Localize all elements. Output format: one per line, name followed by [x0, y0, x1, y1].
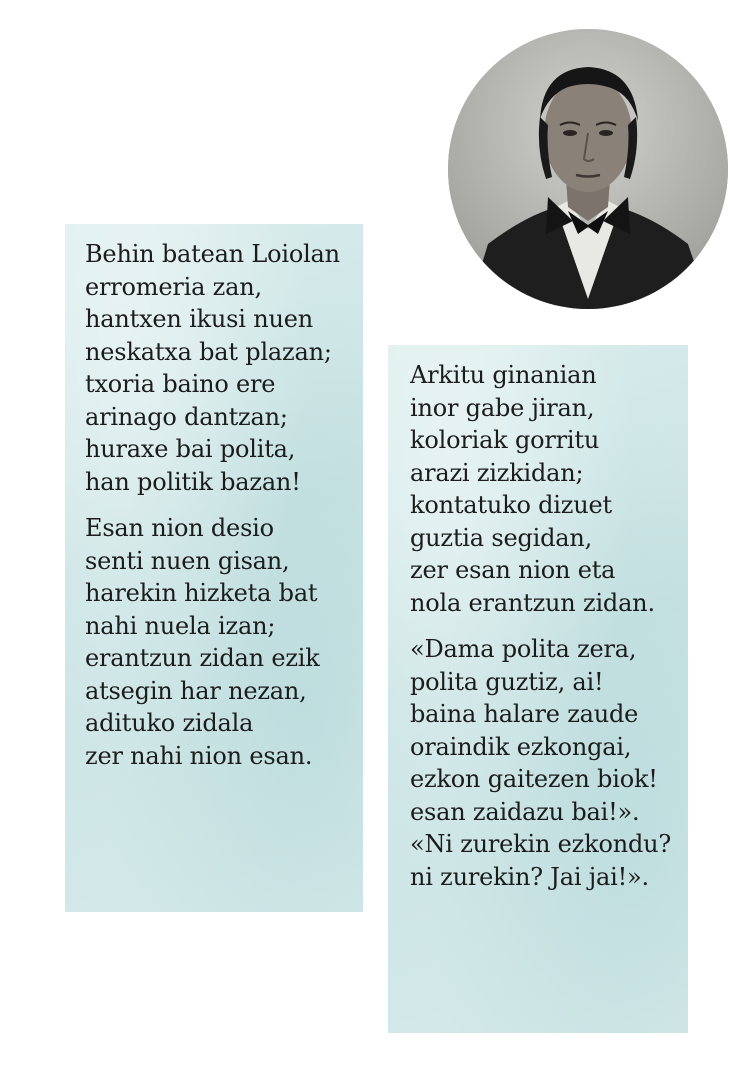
verse-line: nola erantzun zidan.: [410, 588, 655, 617]
verse-line: neskatxa bat plazan;: [85, 337, 332, 366]
verse-line: Esan nion desio: [85, 514, 274, 542]
verse-line: Arkitu ginanian: [410, 361, 597, 389]
verse-line: kontatuko dizuet: [410, 491, 612, 519]
verse-line: erromeria zan,: [85, 272, 262, 301]
stanza-2: [85, 512, 363, 772]
verse-line: «Ni zurekin ezkondu?: [410, 830, 672, 858]
verse-line: ezkon gaitezen biok!: [410, 765, 658, 793]
verse-line: atsegin har nezan,: [85, 676, 307, 705]
verse-line: han politik bazan!: [85, 467, 301, 496]
verse-line: arazi zizkidan;: [410, 458, 584, 487]
verse-line: baina halare zaude: [410, 700, 639, 728]
verse-line: txoria baino ere: [85, 370, 276, 398]
verse-line: koloriak gorritu: [410, 426, 600, 454]
verse-line: guztia segidan,: [410, 523, 593, 552]
stanza-3: [410, 359, 688, 619]
poem-panel-left: [65, 224, 363, 912]
verse-line: nahi nuela izan;: [85, 611, 276, 640]
verse-line: hantxen ikusi nuen: [85, 305, 313, 333]
verse-line: zer esan nion eta: [410, 556, 616, 584]
portrait-photo: [448, 29, 728, 309]
verse-line: huraxe bai polita,: [85, 435, 296, 463]
verse-line: polita guztiz, ai!: [410, 667, 604, 696]
verse-line: ni zurekin? Jai jai!».: [410, 862, 649, 891]
verse-line: erantzun zidan ezik: [85, 644, 320, 672]
verse-line: esan zaidazu bai!».: [410, 797, 640, 826]
verse-line: inor gabe jiran,: [410, 393, 595, 422]
stanza-4: [410, 633, 688, 893]
poem-panel-right: [388, 345, 688, 1033]
verse-line: arinago dantzan;: [85, 402, 288, 431]
stanza-1: [85, 238, 363, 498]
verse-line: oraindik ezkongai,: [410, 732, 632, 761]
verse-line: «Dama polita zera,: [410, 635, 637, 663]
verse-line: zer nahi nion esan.: [85, 741, 313, 770]
verse-line: senti nuen gisan,: [85, 546, 290, 575]
verse-line: harekin hizketa bat: [85, 579, 318, 607]
verse-line: Behin batean Loiolan: [85, 240, 340, 268]
verse-line: adituko zidala: [85, 709, 254, 737]
